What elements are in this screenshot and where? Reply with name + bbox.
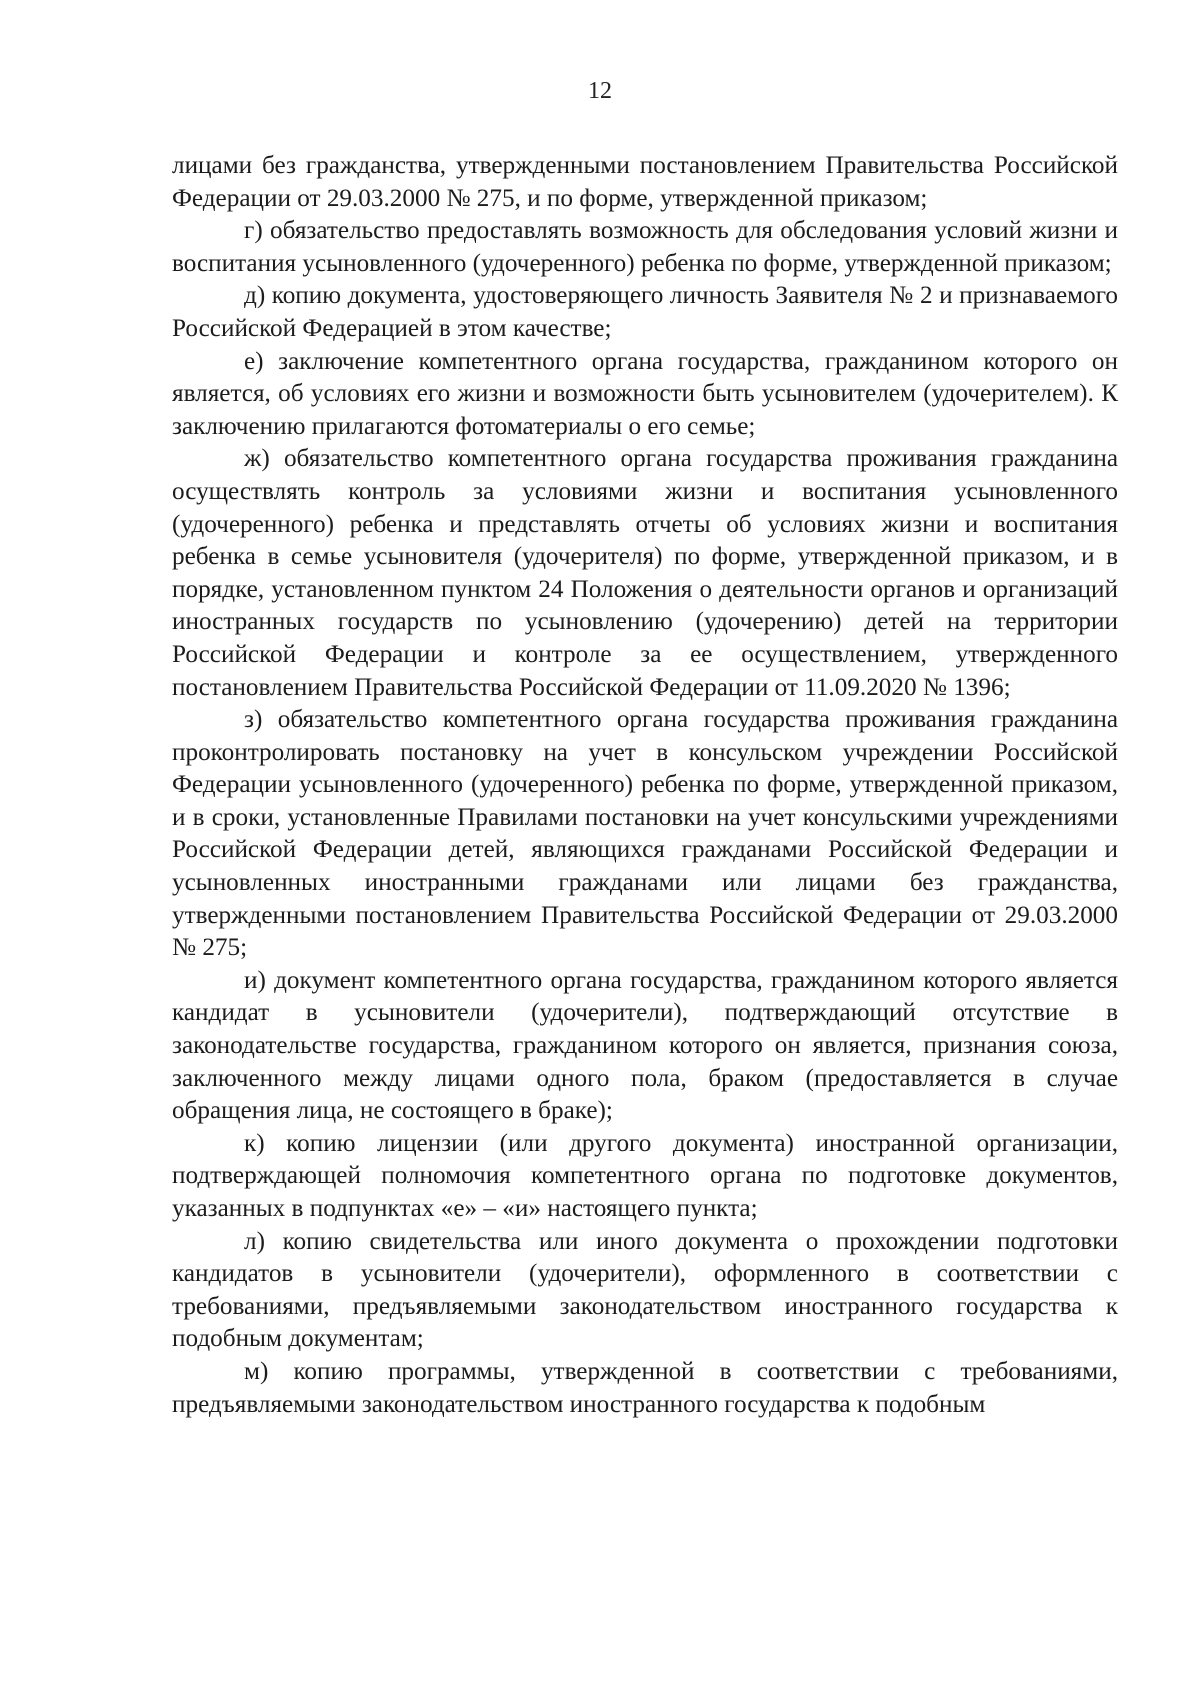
document-body [172, 150, 1118, 1421]
paragraph-item-e: е) заключение компетентного органа государства, гражданином которого он является, об условиях его жизни и возможности быть усыновителем (удочерителем). К заключению прилагаются фотоматериалы о его семье; [172, 347, 1118, 440]
paragraph-item-l: л) копию свидетельства или иного документа о прохождении подготовки кандидатов в усыновители (удочерители), оформленного в соответствии с требованиями, предъявляемыми законодательством иностранного государства к подобным документам; [172, 1227, 1118, 1353]
paragraph-item-g: г) обязательство предоставлять возможность для обследования условий жизни и воспитания усыновленного (удочеренного) ребенка по форме, утвержденной приказом; [172, 217, 1118, 277]
paragraph-item-d: д) копию документа, удостоверяющего личность Заявителя № 2 и признаваемого Российской Федерацией в этом качестве; [172, 282, 1118, 342]
paragraph-item-k: к) копию лицензии (или другого документа) иностранной организации, подтверждающей полномочия компетентного органа по подготовке документов, указанных в подпунктах «е» – «и» настоящего пункта; [172, 1129, 1118, 1222]
paragraph-item-z: з) обязательство компетентного органа государства проживания гражданина проконтролировать постановку на учет в консульском учреждении Российской Федерации усыновленного (удочеренного) ребенка по форме, утвержденной приказом, и в сроки, установленные Правилами постановки на учет консульскими учреждениями Российской Федерации детей, являющихся гражданами Российской Федерации и усыновленных иностранными гражданами или лицами без гражданства, утвержденными постановлением Правительства Российской Федерации от 29.03.2000 № 275; [172, 706, 1118, 962]
paragraph-item-m: м) копию программы, утвержденной в соответствии с требованиями, предъявляемыми законодательством иностранного государства к подобным [172, 1357, 1118, 1418]
paragraph-item-zh: ж) обязательство компетентного органа государства проживания гражданина осуществлять контроль за условиями жизни и воспитания усыновленного (удочеренного) ребенка и представлять отчеты об условиях жизни и воспитания ребенка в семье усыновителя (удочерителя) по форме, утвержденной приказом, и в порядке, установленном пунктом 24 Положения о деятельности органов и организаций иностранных государств по усыновлению (удочерению) детей на территории Российской Федерации и контроле за ее осуществлением, утвержденного постановлением Правительства Российской Федерации от 11.09.2020 № 1396; [172, 445, 1118, 701]
paragraph-item-i: и) документ компетентного органа государства, гражданином которого является кандидат в усыновители (удочерители), подтверждающий отсутствие в законодательстве государства, гражданином которого он является, признания союза, заключенного между лицами одного пола, браком (предоставляется в случае обращения лица, не состоящего в браке); [172, 966, 1118, 1125]
paragraph-continuation: лицами без гражданства, утвержденными постановлением Правительства Российской Федерации от 29.03.2000 № 275, и по форме, утвержденной приказом; [172, 152, 1118, 212]
page-number: 12 [588, 78, 612, 104]
